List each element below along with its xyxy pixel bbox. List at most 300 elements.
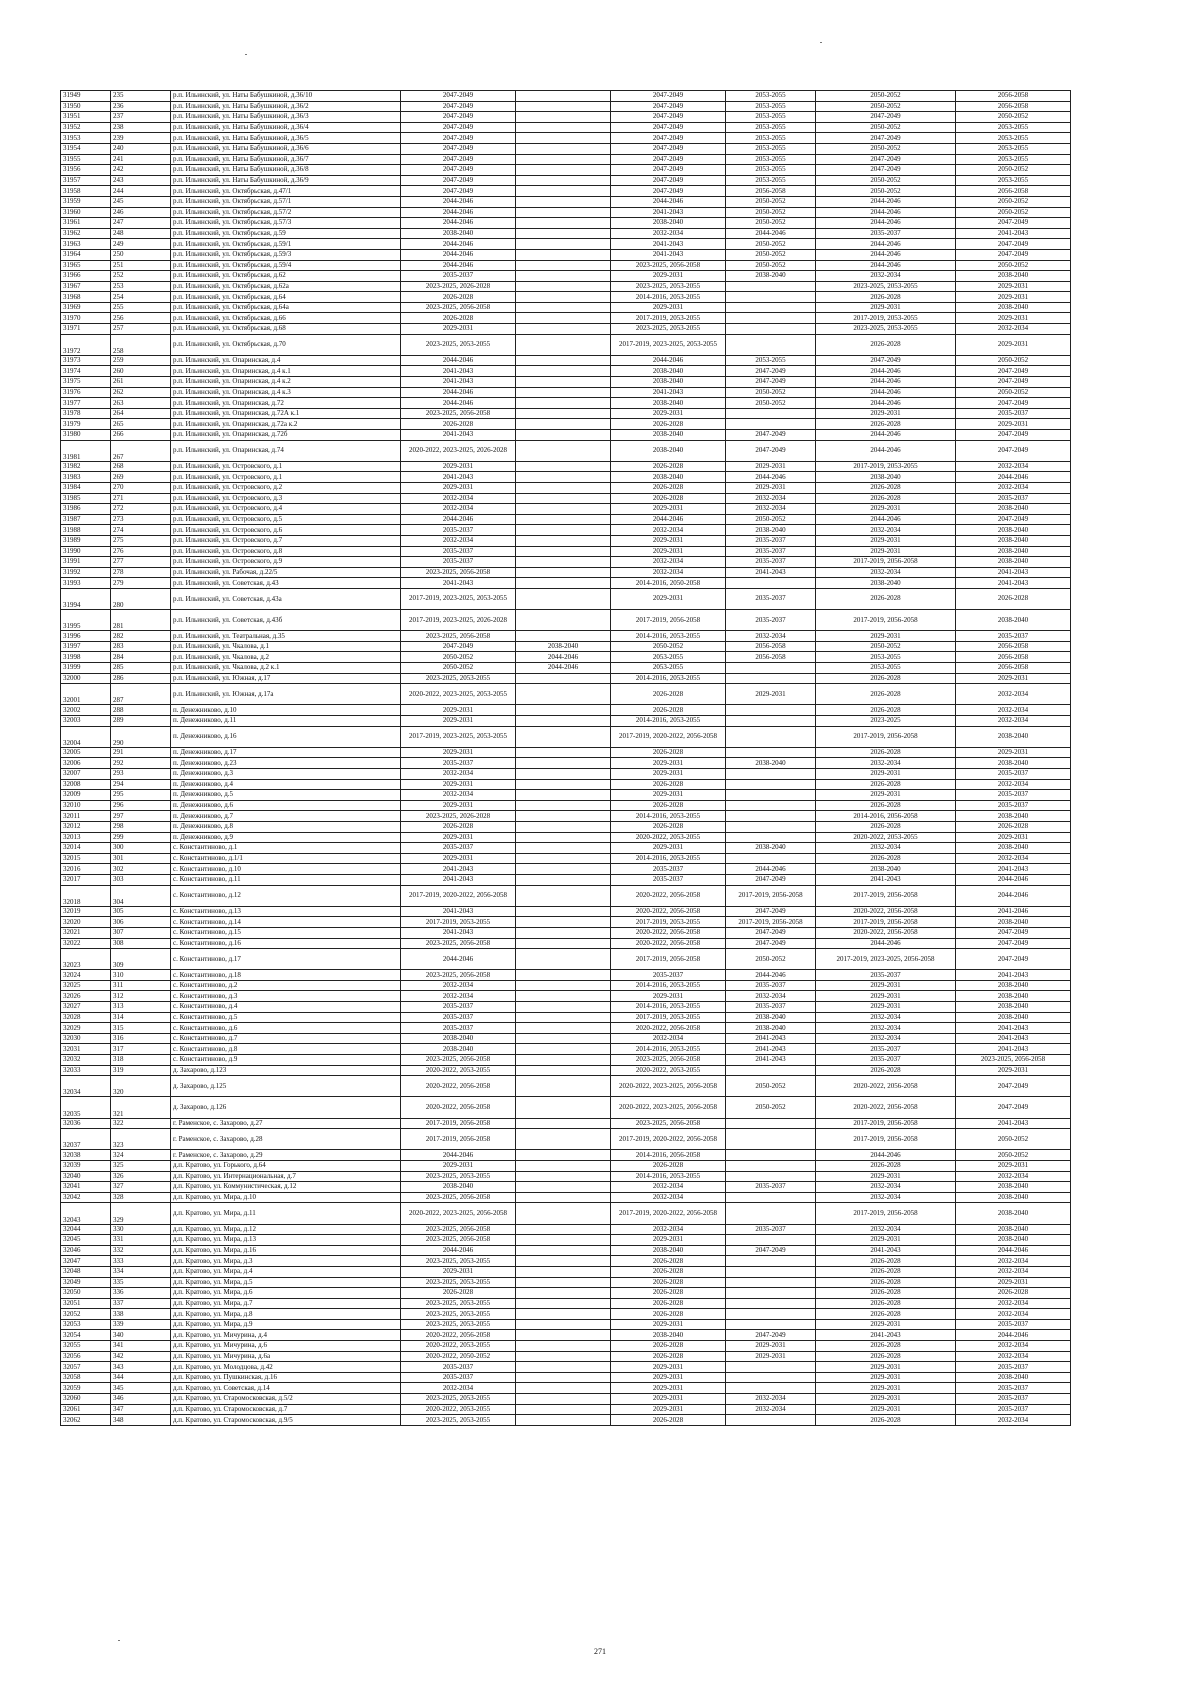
table-cell: 32009 — [61, 790, 111, 801]
table-cell: 2038-2040 — [956, 1235, 1071, 1246]
table-cell — [516, 249, 611, 260]
table-cell — [516, 1372, 611, 1383]
table-cell — [516, 800, 611, 811]
table-cell: р.п. Ильинский, ул. Октябрьская, д.57/1 — [171, 196, 401, 207]
table-cell: р.п. Ильинский, ул. Островского, д.7 — [171, 535, 401, 546]
table-cell: 2032-2034 — [726, 493, 816, 504]
table-cell: 2032-2034 — [956, 705, 1071, 716]
table-cell: 246 — [111, 207, 171, 218]
table-cell: 2044-2046 — [816, 207, 956, 218]
table-cell: 2041-2046 — [956, 906, 1071, 917]
table-cell: 285 — [111, 663, 171, 674]
table-row — [61, 800, 1071, 811]
table-cell: 2047-2049 — [956, 430, 1071, 441]
table-cell: 2041-2043 — [816, 1245, 956, 1256]
table-cell: 342 — [111, 1351, 171, 1362]
table-cell: 2044-2046 — [726, 472, 816, 483]
table-row — [61, 927, 1071, 938]
table-cell — [516, 154, 611, 165]
table-cell: 2026-2028 — [816, 705, 956, 716]
table-cell: 2026-2028 — [816, 1160, 956, 1171]
table-cell: 2017-2019, 2023-2025, 2053-2055 — [401, 588, 516, 609]
table-cell: 2035-2037 — [401, 1372, 516, 1383]
table-cell: 32015 — [61, 853, 111, 864]
table-cell: 325 — [111, 1160, 171, 1171]
table-cell: 2023-2025, 2056-2058 — [401, 567, 516, 578]
table-cell: 2032-2034 — [401, 1383, 516, 1394]
table-cell: 2047-2049 — [611, 154, 726, 165]
table-cell: 2032-2034 — [726, 1394, 816, 1405]
table-cell: 2020-2022, 2023-2025, 2056-2058 — [611, 1097, 726, 1118]
table-cell: 2035-2037 — [611, 970, 726, 981]
table-cell: 2044-2046 — [401, 949, 516, 970]
table-cell: 2029-2031 — [956, 832, 1071, 843]
table-cell: 2047-2049 — [726, 938, 816, 949]
table-cell: 2032-2034 — [816, 271, 956, 282]
table-cell: 250 — [111, 249, 171, 260]
table-cell: 2056-2058 — [726, 186, 816, 197]
table-cell: 261 — [111, 377, 171, 388]
table-cell — [726, 1235, 816, 1246]
table-cell: 2041-2043 — [611, 207, 726, 218]
table-cell: 2038-2040 — [956, 557, 1071, 568]
table-cell: 305 — [111, 906, 171, 917]
table-cell: 31957 — [61, 175, 111, 186]
table-cell: 2047-2049 — [611, 186, 726, 197]
table-row — [61, 1012, 1071, 1023]
table-cell — [516, 726, 611, 747]
table-cell: 2047-2049 — [726, 366, 816, 377]
table-cell: 2047-2049 — [401, 101, 516, 112]
table-cell: 2023-2025, 2026-2028 — [401, 281, 516, 292]
table-cell: 2014-2016, 2050-2058 — [611, 578, 726, 589]
table-cell: 346 — [111, 1394, 171, 1405]
table-cell: с. Константиново, д.7 — [171, 1033, 401, 1044]
table-cell — [516, 631, 611, 642]
table-row — [61, 578, 1071, 589]
table-cell: 31961 — [61, 218, 111, 229]
table-cell: 2023-2025, 2056-2058 — [401, 1055, 516, 1066]
table-cell — [516, 207, 611, 218]
table-cell: 2050-2052 — [726, 1076, 816, 1097]
table-row — [61, 1277, 1071, 1288]
table-cell: 324 — [111, 1150, 171, 1161]
table-cell: 2020-2022, 2056-2058 — [816, 1076, 956, 1097]
table-cell: 2035-2037 — [956, 1383, 1071, 1394]
table-cell — [516, 970, 611, 981]
table-cell: 2026-2028 — [816, 1415, 956, 1426]
table-cell: д.п. Кратово, ул. Интернациональная, д.7 — [171, 1171, 401, 1182]
table-cell: 2044-2046 — [816, 514, 956, 525]
table-cell — [516, 1171, 611, 1182]
table-row — [61, 1203, 1071, 1224]
table-cell — [516, 302, 611, 313]
table-cell: р.п. Ильинский, ул. Октябрьская, д.68 — [171, 324, 401, 335]
table-row — [61, 610, 1071, 631]
table-cell: 2020-2022, 2023-2025, 2056-2058 — [401, 1203, 516, 1224]
table-cell: 31958 — [61, 186, 111, 197]
table-cell: 252 — [111, 271, 171, 282]
table-cell: р.п. Ильинский, ул. Октябрьская, д.59/1 — [171, 239, 401, 250]
table-cell — [516, 1383, 611, 1394]
table-row — [61, 758, 1071, 769]
table-cell: 2029-2031 — [816, 631, 956, 642]
table-cell: 2047-2049 — [401, 122, 516, 133]
table-cell: р.п. Ильинский, ул. Наты Бабушкиной, д.36/5 — [171, 133, 401, 144]
table-cell: 245 — [111, 196, 171, 207]
table-cell: 2041-2043 — [401, 366, 516, 377]
table-row — [61, 1351, 1071, 1362]
table-cell: 2038-2040 — [726, 271, 816, 282]
table-cell: с. Константиново, д.1 — [171, 843, 401, 854]
table-cell — [516, 938, 611, 949]
table-cell — [726, 313, 816, 324]
table-row — [61, 112, 1071, 123]
table-row — [61, 430, 1071, 441]
table-cell: 32039 — [61, 1160, 111, 1171]
table-cell: 2029-2031 — [956, 1065, 1071, 1076]
table-cell — [726, 1203, 816, 1224]
table-cell: 2038-2040 — [726, 843, 816, 854]
table-cell: 2023-2025, 2053-2055 — [401, 1298, 516, 1309]
table-cell: 2026-2028 — [611, 1288, 726, 1299]
table-row — [61, 91, 1071, 102]
table-cell: 2029-2031 — [611, 1235, 726, 1246]
table-cell — [516, 186, 611, 197]
table-cell: 31967 — [61, 281, 111, 292]
table-row — [61, 991, 1071, 1002]
table-cell: 2029-2031 — [726, 461, 816, 472]
table-cell: 2041-2043 — [956, 970, 1071, 981]
table-cell: п. Денежниково, д.4 — [171, 779, 401, 790]
table-cell: р.п. Ильинский, ул. Опаринская, д.72а к.2 — [171, 419, 401, 430]
table-cell — [726, 747, 816, 758]
table-cell: 319 — [111, 1065, 171, 1076]
table-cell: 2026-2028 — [611, 705, 726, 716]
table-cell: 2038-2040 — [956, 991, 1071, 1002]
table-cell: 2026-2028 — [611, 461, 726, 472]
table-cell: 32051 — [61, 1298, 111, 1309]
table-cell: 31982 — [61, 461, 111, 472]
table-cell: 2032-2034 — [726, 631, 816, 642]
table-cell: 2029-2031 — [611, 535, 726, 546]
table-cell: 2047-2049 — [726, 906, 816, 917]
table-cell: с. Константиново, д.15 — [171, 927, 401, 938]
table-cell: 2032-2034 — [956, 1309, 1071, 1320]
table-cell: 2029-2031 — [956, 281, 1071, 292]
table-cell — [726, 1362, 816, 1373]
table-cell: д.п. Кратово, ул. Мира, д.3 — [171, 1256, 401, 1267]
table-cell: 2050-2052 — [956, 355, 1071, 366]
table-cell: 2035-2037 — [956, 1394, 1071, 1405]
table-cell: 2047-2049 — [611, 143, 726, 154]
table-cell: р.п. Ильинский, ул. Октябрьская, д.62а — [171, 281, 401, 292]
table-cell: 32058 — [61, 1372, 111, 1383]
table-cell — [726, 1118, 816, 1129]
table-cell: 32011 — [61, 811, 111, 822]
table-cell: 2053-2055 — [956, 143, 1071, 154]
table-cell: 2023-2025, 2056-2058 — [401, 408, 516, 419]
table-cell: 2050-2052 — [956, 1129, 1071, 1150]
table-cell: 31960 — [61, 207, 111, 218]
table-cell: 2026-2028 — [611, 821, 726, 832]
table-cell: 2038-2040 — [956, 1224, 1071, 1235]
table-cell: 2044-2046 — [611, 514, 726, 525]
table-cell: 2047-2049 — [611, 91, 726, 102]
table-cell: 2041-2043 — [726, 1044, 816, 1055]
table-cell: 2044-2046 — [956, 1330, 1071, 1341]
table-cell: 2044-2046 — [401, 207, 516, 218]
table-cell: д.п. Кратово, ул. Мира, д.8 — [171, 1309, 401, 1320]
table-cell: 2047-2049 — [956, 398, 1071, 409]
table-cell: 2017-2019, 2020-2022, 2056-2058 — [611, 1203, 726, 1224]
table-cell: р.п. Ильинский, ул. Чкалова, д.2 — [171, 652, 401, 663]
table-cell: 348 — [111, 1415, 171, 1426]
table-row — [61, 1023, 1071, 1034]
table-cell: 2020-2022, 2023-2025, 2026-2028 — [401, 440, 516, 461]
table-cell: 2023-2025, 2056-2058 — [611, 1118, 726, 1129]
table-cell: 2032-2034 — [401, 493, 516, 504]
table-row — [61, 1171, 1071, 1182]
table-cell: 2047-2049 — [611, 101, 726, 112]
table-cell: р.п. Ильинский, ул. Октябрьская, д.59/4 — [171, 260, 401, 271]
table-cell — [516, 980, 611, 991]
table-cell — [726, 408, 816, 419]
table-cell: 31994 — [61, 588, 111, 609]
table-cell: р.п. Ильинский, ул. Южная, д.17 — [171, 673, 401, 684]
table-row — [61, 154, 1071, 165]
table-cell — [726, 790, 816, 801]
records-table — [60, 90, 1071, 1426]
table-cell: 256 — [111, 313, 171, 324]
table-cell: 2038-2040 — [956, 811, 1071, 822]
table-cell: 2035-2037 — [726, 546, 816, 557]
table-cell: 271 — [111, 493, 171, 504]
table-cell — [726, 1171, 816, 1182]
table-cell: 2026-2028 — [401, 292, 516, 303]
table-cell: г. Раменское, с. Захарово, д.28 — [171, 1129, 401, 1150]
table-cell: 31966 — [61, 271, 111, 282]
table-cell: 32019 — [61, 906, 111, 917]
table-cell: 2050-2052 — [726, 218, 816, 229]
table-cell: р.п. Ильинский, ул. Наты Бабушкиной, д.36/4 — [171, 122, 401, 133]
table-cell: 2032-2034 — [401, 504, 516, 515]
table-cell: 2029-2031 — [816, 546, 956, 557]
table-row — [61, 716, 1071, 727]
table-cell: 238 — [111, 122, 171, 133]
table-cell — [516, 684, 611, 705]
table-cell: 317 — [111, 1044, 171, 1055]
table-cell — [516, 1266, 611, 1277]
table-cell: 32001 — [61, 684, 111, 705]
table-cell: 270 — [111, 482, 171, 493]
table-cell: 2026-2028 — [816, 1341, 956, 1352]
table-cell: 32029 — [61, 1023, 111, 1034]
table-cell: 32024 — [61, 970, 111, 981]
table-cell — [726, 1150, 816, 1161]
table-cell: 2041-2043 — [401, 578, 516, 589]
table-cell: 2050-2052 — [956, 196, 1071, 207]
table-cell: 2026-2028 — [816, 779, 956, 790]
table-cell — [516, 408, 611, 419]
table-row — [61, 1394, 1071, 1405]
table-cell: 2044-2046 — [816, 440, 956, 461]
table-cell — [726, 1319, 816, 1330]
table-cell: р.п. Ильинский, ул. Наты Бабушкиной, д.36/2 — [171, 101, 401, 112]
table-cell: 2026-2028 — [816, 1266, 956, 1277]
table-cell: 2050-2052 — [726, 949, 816, 970]
table-row — [61, 408, 1071, 419]
table-cell: с. Константиново, д.13 — [171, 906, 401, 917]
table-cell: 32025 — [61, 980, 111, 991]
table-cell: 309 — [111, 949, 171, 970]
table-cell: д.п. Кратово, ул. Старомосковская, д.7 — [171, 1404, 401, 1415]
table-cell: 2032-2034 — [611, 557, 726, 568]
table-cell: д.п. Кратово, ул. Мира, д.12 — [171, 1224, 401, 1235]
table-cell: д.п. Кратово, ул. Советская, д.14 — [171, 1383, 401, 1394]
table-cell — [726, 1383, 816, 1394]
table-cell: 2023-2025, 2053-2055 — [401, 334, 516, 355]
table-cell: 2029-2031 — [401, 747, 516, 758]
table-cell: 2020-2022, 2023-2025, 2056-2058 — [611, 1076, 726, 1097]
table-cell: 2029-2031 — [401, 832, 516, 843]
table-cell: 289 — [111, 716, 171, 727]
table-cell: г. Раменское, с. Захарово, д.29 — [171, 1150, 401, 1161]
table-cell: 2044-2046 — [816, 218, 956, 229]
table-cell: 2017-2019, 2020-2022, 2056-2058 — [611, 726, 726, 747]
table-cell: п. Денежниково, д.16 — [171, 726, 401, 747]
table-cell: 2032-2034 — [956, 1351, 1071, 1362]
table-cell: 31964 — [61, 249, 111, 260]
table-cell: 2053-2055 — [726, 133, 816, 144]
table-cell: 31953 — [61, 133, 111, 144]
table-cell — [516, 853, 611, 864]
table-cell: д.п. Кратово, ул. Молодцова, д.42 — [171, 1362, 401, 1373]
table-cell: 292 — [111, 758, 171, 769]
table-cell — [516, 1033, 611, 1044]
table-cell: 2032-2034 — [611, 228, 726, 239]
table-cell: 2029-2031 — [726, 684, 816, 705]
table-cell: 2029-2031 — [816, 302, 956, 313]
table-row — [61, 143, 1071, 154]
table-cell: 2053-2055 — [726, 101, 816, 112]
table-cell: 2020-2022, 2056-2058 — [611, 906, 726, 917]
table-row — [61, 980, 1071, 991]
table-cell: 2029-2031 — [611, 1362, 726, 1373]
scan-speck — [820, 42, 822, 43]
table-cell — [516, 1362, 611, 1373]
table-cell: 2029-2031 — [611, 408, 726, 419]
table-cell — [726, 1277, 816, 1288]
table-cell: 298 — [111, 821, 171, 832]
table-cell: 282 — [111, 631, 171, 642]
table-row — [61, 546, 1071, 557]
table-cell: 2050-2052 — [816, 175, 956, 186]
table-cell: 2032-2034 — [956, 1415, 1071, 1426]
table-cell: 2017-2019, 2053-2055 — [611, 917, 726, 928]
table-cell: 2056-2058 — [956, 652, 1071, 663]
table-cell: 2026-2028 — [816, 1065, 956, 1076]
table-cell: 32061 — [61, 1404, 111, 1415]
table-cell: д.п. Кратово, ул. Мира, д.13 — [171, 1235, 401, 1246]
table-cell: 2038-2040 — [401, 1182, 516, 1193]
table-cell: 264 — [111, 408, 171, 419]
table-cell: 32028 — [61, 1012, 111, 1023]
table-cell: 2032-2034 — [401, 769, 516, 780]
table-row — [61, 249, 1071, 260]
table-cell: 2053-2055 — [726, 122, 816, 133]
table-row — [61, 790, 1071, 801]
table-cell: р.п. Ильинский, ул. Островского, д.4 — [171, 504, 401, 515]
table-row — [61, 906, 1071, 917]
table-cell — [516, 175, 611, 186]
table-row — [61, 1076, 1071, 1097]
table-cell: 2029-2031 — [401, 705, 516, 716]
table-cell — [726, 1288, 816, 1299]
table-cell: 2032-2034 — [401, 535, 516, 546]
table-cell: 2053-2055 — [726, 91, 816, 102]
table-cell: д.п. Кратово, ул. Мира, д.6 — [171, 1288, 401, 1299]
table-cell: р.п. Ильинский, ул. Опаринская, д.72А к.1 — [171, 408, 401, 419]
table-cell: 2020-2022, 2056-2058 — [611, 1023, 726, 1034]
table-cell: р.п. Ильинский, ул. Островского, д.1 — [171, 472, 401, 483]
table-cell: 2029-2031 — [611, 1394, 726, 1405]
table-cell: 2029-2031 — [611, 790, 726, 801]
table-row — [61, 1319, 1071, 1330]
table-cell: 254 — [111, 292, 171, 303]
table-cell: 2032-2034 — [401, 991, 516, 1002]
table-cell: 294 — [111, 779, 171, 790]
table-cell: с. Константиново, д.16 — [171, 938, 401, 949]
table-cell: 32002 — [61, 705, 111, 716]
table-cell — [516, 747, 611, 758]
table-row — [61, 821, 1071, 832]
table-cell: 32026 — [61, 991, 111, 1002]
table-cell: 2053-2055 — [956, 122, 1071, 133]
table-cell: д. Захарово, д.126 — [171, 1097, 401, 1118]
table-row — [61, 874, 1071, 885]
table-cell: р.п. Ильинский, ул. Островского, д.5 — [171, 514, 401, 525]
table-cell: 2035-2037 — [956, 493, 1071, 504]
table-cell: 2035-2037 — [401, 758, 516, 769]
table-cell: 2026-2028 — [611, 493, 726, 504]
table-cell: 2056-2058 — [726, 652, 816, 663]
table-cell: 31977 — [61, 398, 111, 409]
table-cell: 2029-2031 — [816, 408, 956, 419]
table-cell — [516, 1044, 611, 1055]
table-cell: 337 — [111, 1298, 171, 1309]
table-cell: 2047-2049 — [816, 165, 956, 176]
table-cell: 2023-2025 — [816, 716, 956, 727]
table-cell: 302 — [111, 864, 171, 875]
table-cell: 2038-2040 — [726, 758, 816, 769]
table-cell: 2035-2037 — [726, 535, 816, 546]
table-cell: 2023-2025, 2053-2055 — [816, 281, 956, 292]
table-row — [61, 1150, 1071, 1161]
table-cell: р.п. Ильинский, ул. Островского, д.6 — [171, 525, 401, 536]
table-cell: 2029-2031 — [401, 800, 516, 811]
table-row — [61, 133, 1071, 144]
table-cell: 2029-2031 — [611, 588, 726, 609]
table-row — [61, 1224, 1071, 1235]
table-cell — [516, 292, 611, 303]
table-row — [61, 1192, 1071, 1203]
table-cell: 2026-2028 — [611, 1160, 726, 1171]
table-row — [61, 1002, 1071, 1013]
table-cell: 2017-2019, 2056-2058 — [816, 917, 956, 928]
table-cell: 2026-2028 — [816, 482, 956, 493]
table-cell: 312 — [111, 991, 171, 1002]
